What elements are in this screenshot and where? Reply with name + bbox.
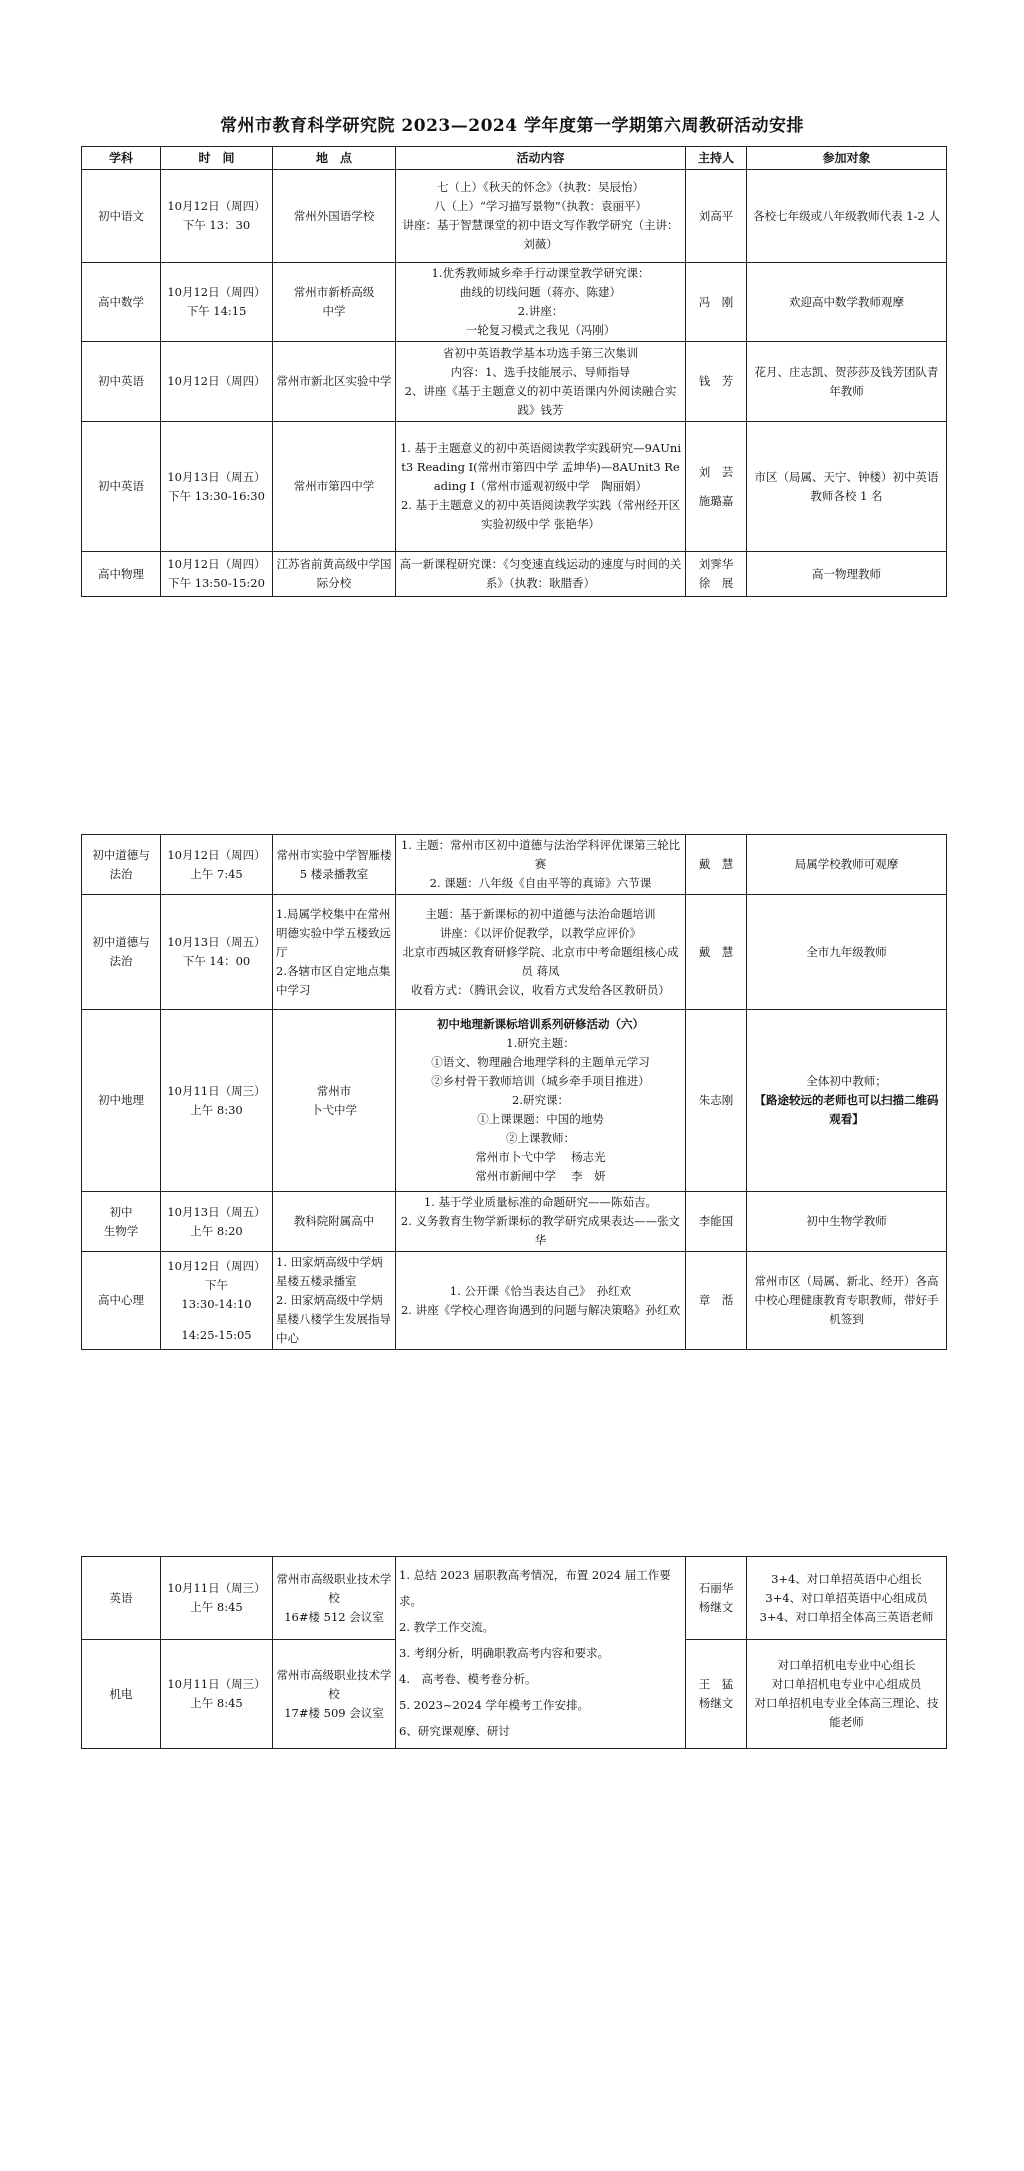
cell-time: 10月11日（周三） 上午 8:45 <box>161 1557 273 1640</box>
cell-audience: 初中生物学教师 <box>747 1192 947 1252</box>
table-header-row <box>82 147 947 170</box>
table-row <box>82 1557 947 1640</box>
cell-content: 主题：基于新课标的初中道德与法治命题培训 讲座：《以评价促教学，以教学应评价》 北京市西城区教育研修学院、北京市中考命题组核心成员 蒋凤 收看方式：（腾讯会议，收看方式发给各区教研员） <box>396 895 686 1010</box>
cell-subject: 初中英语 <box>82 342 161 422</box>
cell-place: 常州市 卜弋中学 <box>273 1010 396 1192</box>
cell-subject: 初中英语 <box>82 422 161 552</box>
cell-host: 戴 慧 <box>686 895 747 1010</box>
cell-host: 刘 芸 施璐嘉 <box>686 422 747 552</box>
header-place: 地 点 <box>273 147 396 170</box>
table-row <box>82 835 947 895</box>
cell-audience: 3+4、对口单招英语中心组长 3+4、对口单招英语中心组成员 3+4、对口单招全体高三英语老师 <box>747 1557 947 1640</box>
cell-time: 10月13日（周五） 下午 13:30-16:30 <box>161 422 273 552</box>
cell-subject: 初中地理 <box>82 1010 161 1192</box>
header-audience: 参加对象 <box>747 147 947 170</box>
cell-audience: 局属学校教师可观摩 <box>747 835 947 895</box>
cell-place: 常州市新北区实验中学 <box>273 342 396 422</box>
cell-content: 1. 主题：常州市区初中道德与法治学科评优课第三轮比赛 2. 课题：八年级《自由平等的真谛》六节课 <box>396 835 686 895</box>
cell-time: 10月11日（周三） 上午 8:45 <box>161 1640 273 1749</box>
table-row <box>82 1010 947 1192</box>
cell-subject: 英语 <box>82 1557 161 1640</box>
cell-time: 10月12日（周四） 下午 13:30-14:10 14:25-15:05 <box>161 1252 273 1350</box>
cell-content: 初中地理新课标培训系列研修活动（六） 1.研究主题： ①语文、物理融合地理学科的主题单元学习 ②乡村骨干教师培训（城乡牵手项目推进） 2.研究课： ①上课课题：中国的地势 ②上课教师： 常州市卜弋中学 杨志光 常州市新闸中学 李 妍 <box>396 1010 686 1192</box>
table-row <box>82 1192 947 1252</box>
cell-host: 石丽华 杨继文 <box>686 1557 747 1640</box>
table-row <box>82 170 947 263</box>
cell-subject: 初中语文 <box>82 170 161 263</box>
cell-content: 1. 基于主题意义的初中英语阅读教学实践研究—9AUnit3 Reading I(常州市第四中学 孟坤华)—8AUnit3 Reading I（常州市遥观初级中学 陶丽娟） 2. 基于主题意义的初中英语阅读教学实践（常州经开区实验初级中学 张艳华） <box>396 422 686 552</box>
cell-host: 王 猛 杨继文 <box>686 1640 747 1749</box>
cell-subject: 高中数学 <box>82 263 161 342</box>
cell-content: 高一新课程研究课：《匀变速直线运动的速度与时间的关系》（执教：耿腊香） <box>396 552 686 597</box>
cell-place: 常州市高级职业技术学校 17#楼 509 会议室 <box>273 1640 396 1749</box>
table-row <box>82 422 947 552</box>
cell-audience: 花月、庄志凯、贺莎莎及钱芳团队青年教师 <box>747 342 947 422</box>
cell-host: 朱志刚 <box>686 1010 747 1192</box>
cell-audience: 全市九年级教师 <box>747 895 947 1010</box>
cell-content: 1. 公开课《恰当表达自己》 孙红欢 2. 讲座《学校心理咨询遇到的问题与解决策略》孙红欢 <box>396 1252 686 1350</box>
header-subject: 学科 <box>82 147 161 170</box>
cell-content: 1. 总结 2023 届职教高考情况，布置 2024 届工作要求。 2. 教学工作交流。 3. 考纲分析，明确职教高考内容和要求。 4. 高考卷、模考卷分析。 5. 2023~2024 学年模考工作安排。 6、研究课观摩、研讨 <box>396 1557 686 1749</box>
cell-subject: 初中道德与 法治 <box>82 835 161 895</box>
header-host: 主持人 <box>686 147 747 170</box>
cell-audience: 市区（局属、天宁、钟楼）初中英语教师各校 1 名 <box>747 422 947 552</box>
cell-content: 七（上）《秋天的怀念》（执教：吴辰怡） 八（上）“学习描写景物”（执教：袁丽平） 讲座：基于智慧课堂的初中语文写作教学研究（主讲：刘薇） <box>396 170 686 263</box>
cell-audience: 常州市区（局属、新北、经开）各高中校心理健康教育专职教师，带好手机签到 <box>747 1252 947 1350</box>
cell-host: 章 湉 <box>686 1252 747 1350</box>
cell-host: 刘高平 <box>686 170 747 263</box>
cell-content: 1. 基于学业质量标准的命题研究——陈茹吉。 2. 义务教育生物学新课标的教学研究成果表达——张文华 <box>396 1192 686 1252</box>
cell-time: 10月12日（周四） 上午 7:45 <box>161 835 273 895</box>
header-content: 活动内容 <box>396 147 686 170</box>
cell-place: 常州市实验中学智雁楼 5 楼录播教室 <box>273 835 396 895</box>
cell-subject: 初中道德与 法治 <box>82 895 161 1010</box>
cell-audience: 高一物理教师 <box>747 552 947 597</box>
page-title: 常州市教育科学研究院 2023—2024 学年度第一学期第六周教研活动安排 <box>220 116 804 136</box>
cell-place: 常州市高级职业技术学校 16#楼 512 会议室 <box>273 1557 396 1640</box>
cell-host: 刘霁华 徐 展 <box>686 552 747 597</box>
cell-host: 戴 慧 <box>686 835 747 895</box>
cell-time: 10月13日（周五） 下午 14：00 <box>161 895 273 1010</box>
cell-place: 常州外国语学校 <box>273 170 396 263</box>
cell-time: 10月12日（周四） 下午 13：30 <box>161 170 273 263</box>
cell-place: 常州市新桥高级 中学 <box>273 263 396 342</box>
cell-place: 江苏省前黄高级中学国际分校 <box>273 552 396 597</box>
table-row <box>82 552 947 597</box>
cell-time: 10月12日（周四） 下午 14:15 <box>161 263 273 342</box>
table-row <box>82 1252 947 1350</box>
cell-place: 1. 田家炳高级中学炳星楼五楼录播室 2. 田家炳高级中学炳星楼八楼学生发展指导中心 <box>273 1252 396 1350</box>
cell-time: 10月13日（周五） 上午 8:20 <box>161 1192 273 1252</box>
cell-subject: 高中心理 <box>82 1252 161 1350</box>
table-row <box>82 263 947 342</box>
cell-audience: 各校七年级或八年级教师代表 1-2 人 <box>747 170 947 263</box>
cell-audience: 欢迎高中数学教师观摩 <box>747 263 947 342</box>
cell-time: 10月12日（周四） <box>161 342 273 422</box>
cell-host: 钱 芳 <box>686 342 747 422</box>
cell-audience: 全体初中教师； 【路途较远的老师也可以扫描二维码观看】 <box>747 1010 947 1192</box>
cell-place: 1.局属学校集中在常州明德实验中学五楼致远厅 2.各辖市区自定地点集中学习 <box>273 895 396 1010</box>
cell-subject: 高中物理 <box>82 552 161 597</box>
cell-content: 1.优秀教师城乡牵手行动课堂教学研究课： 曲线的切线问题（蒋亦、陈建） 2.讲座： 一轮复习模式之我见（冯刚） <box>396 263 686 342</box>
cell-place: 教科院附属高中 <box>273 1192 396 1252</box>
table-row <box>82 895 947 1010</box>
cell-host: 李能国 <box>686 1192 747 1252</box>
header-time: 时 间 <box>161 147 273 170</box>
cell-time: 10月12日（周四） 下午 13:50-15:20 <box>161 552 273 597</box>
schedule-table-3 <box>81 1556 947 1749</box>
table-row <box>82 342 947 422</box>
schedule-table-1 <box>81 146 947 597</box>
cell-host: 冯 刚 <box>686 263 747 342</box>
schedule-table-2 <box>81 834 947 1350</box>
cell-subject: 初中 生物学 <box>82 1192 161 1252</box>
cell-subject: 机电 <box>82 1640 161 1749</box>
cell-time: 10月11日（周三） 上午 8:30 <box>161 1010 273 1192</box>
cell-content: 省初中英语教学基本功选手第三次集训 内容：1、选手技能展示、导师指导 2、讲座《基于主题意义的初中英语课内外阅读融合实践》钱芳 <box>396 342 686 422</box>
cell-place: 常州市第四中学 <box>273 422 396 552</box>
cell-audience: 对口单招机电专业中心组长 对口单招机电专业中心组成员 对口单招机电专业全体高三理论、技能老师 <box>747 1640 947 1749</box>
